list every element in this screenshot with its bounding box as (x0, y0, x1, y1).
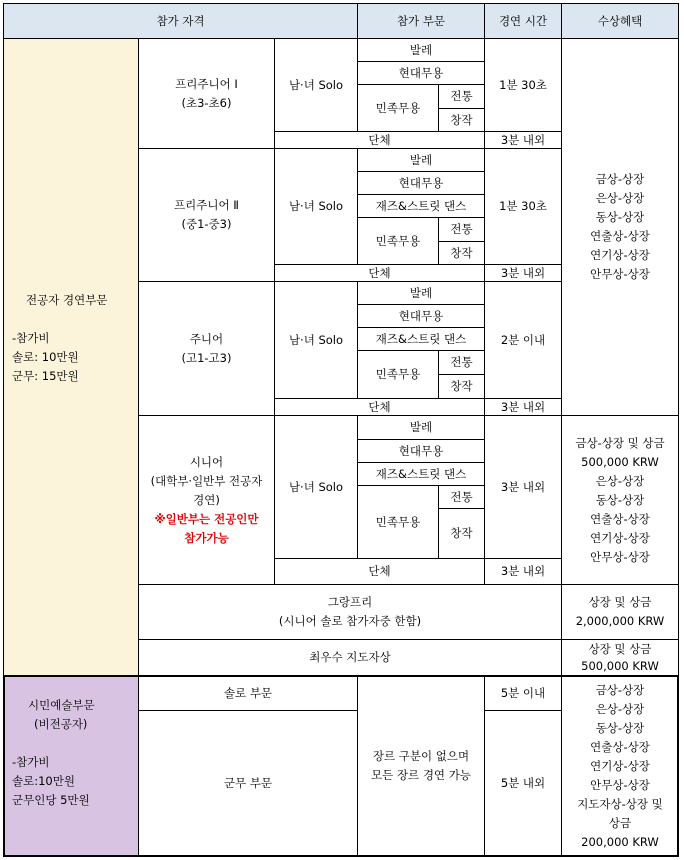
folk-traditional-g4: 전통 (438, 485, 485, 509)
folk-creative-g3: 창작 (438, 374, 485, 399)
group-label-g2: 단체 (274, 264, 485, 282)
folk-traditional-g1: 전통 (438, 84, 485, 109)
grand-prix: 그랑프리 (시니어 솔로 참가자중 한함) (138, 584, 562, 640)
professional-fee-group: 군무: 15만원 (12, 369, 79, 383)
citizen-group-label: 군무 부문 (138, 710, 358, 857)
group-junior: 주니어 (고1-고3) (138, 281, 275, 416)
genre-folk-g3: 민족무용 (357, 350, 439, 399)
genre-modern-g3: 현대무용 (357, 304, 485, 328)
group-label-g1: 단체 (274, 131, 485, 149)
folk-traditional-g2: 전통 (438, 217, 485, 242)
citizen-awards: 금상-상장 은상-상장 동상-상장 연출상-상장 연기상-상장 안무상-상장 지도자상-상장 및 상금 200,000 KRW (561, 675, 679, 857)
solo-label-g4: 남·녀 Solo (274, 415, 358, 559)
solo-label-g2: 남·녀 Solo (274, 148, 358, 265)
group-prejunior2: 프리주니어 Ⅱ (중1-중3) (138, 148, 275, 282)
best-teacher: 최우수 지도자상 (138, 639, 562, 676)
citizen-solo-label: 솔로 부문 (138, 675, 358, 711)
group-time-g3: 3분 내외 (484, 398, 562, 416)
group-label-g3: 단체 (274, 398, 485, 416)
genre-modern-g2: 현대무용 (357, 171, 485, 195)
professional-fee-solo: 솔로: 10만원 (12, 350, 79, 364)
header-qualification: 참가 자격 (3, 3, 358, 39)
solo-time-g1: 1분 30초 (484, 38, 562, 132)
citizen-fee-group: 군무인당 5만원 (12, 793, 90, 807)
genre-jazz-g4: 재즈&스트릿 댄스 (357, 462, 485, 486)
solo-label-g3: 남·녀 Solo (274, 281, 358, 399)
genre-folk-g1: 민족무용 (357, 84, 439, 132)
folk-traditional-g3: 전통 (438, 350, 485, 375)
citizen-solo-time: 5분 이내 (484, 675, 562, 711)
citizen-group-time: 5분 내외 (484, 710, 562, 857)
genre-jazz-g2: 재즈&스트릿 댄스 (357, 194, 485, 218)
citizen-section-label: 시민예술부문 (비전공자) -참가비 솔로:10만원 군무인당 5만원 (3, 675, 139, 857)
genre-modern-g1: 현대무용 (357, 61, 485, 85)
professional-fee-label: -참가비 (12, 331, 50, 345)
group-time-g2: 3분 내외 (484, 264, 562, 282)
best-teacher-award: 상장 및 상금 500,000 KRW (561, 639, 679, 676)
genre-jazz-g3: 재즈&스트릿 댄스 (357, 327, 485, 351)
header-award: 수상혜택 (561, 3, 679, 39)
awards-common: 금상-상장 은상-상장 동상-상장 연출상-상장 연기상-상장 안무상-상장 (561, 38, 679, 416)
genre-folk-g4: 민족무용 (357, 485, 439, 559)
group-prejunior1: 프리주니어 Ⅰ (초3-초6) (138, 38, 275, 149)
professional-title: 전공자 경연부문 (26, 293, 108, 307)
awards-senior: 금상-상장 및 상금 500,000 KRW 은상-상장 동상-상장 연출상-상장 연기상-상장 안무상-상장 (561, 415, 679, 585)
genre-ballet-g1: 발레 (357, 38, 485, 62)
solo-time-g2: 1분 30초 (484, 148, 562, 265)
folk-creative-g4: 창작 (438, 508, 485, 559)
header-category: 참가 부문 (357, 3, 485, 39)
citizen-title: 시민예술부문 (28, 698, 95, 712)
solo-time-g4: 3분 내외 (484, 415, 562, 559)
group-time-g4: 3분 내외 (484, 558, 562, 585)
group-label-g4: 단체 (274, 558, 485, 585)
folk-creative-g2: 창작 (438, 241, 485, 265)
header-time: 경연 시간 (484, 3, 562, 39)
genre-modern-g4: 현대무용 (357, 439, 485, 463)
genre-ballet-g2: 발레 (357, 148, 485, 172)
senior-note: ※일반부는 전공인만 (154, 511, 259, 526)
group-time-g1: 3분 내외 (484, 131, 562, 149)
citizen-fee-solo: 솔로:10만원 (12, 774, 75, 788)
folk-creative-g1: 창작 (438, 108, 485, 132)
genre-ballet-g4: 발레 (357, 415, 485, 440)
group-senior: 시니어 (대학부·일반부 전공자 경연) ※일반부는 전공인만 참가가능 (138, 415, 275, 585)
professional-section-label (3, 38, 139, 676)
solo-label-g1: 남·녀 Solo (274, 38, 358, 132)
citizen-genre: 장르 구분이 없으며 모든 장르 경연 가능 (357, 675, 485, 857)
genre-folk-g2: 민족무용 (357, 217, 439, 265)
grand-prix-award: 상장 및 상금 2,000,000 KRW (561, 584, 679, 640)
genre-ballet-g3: 발레 (357, 281, 485, 305)
solo-time-g3: 2분 이내 (484, 281, 562, 399)
citizen-fee-label: -참가비 (12, 755, 50, 769)
